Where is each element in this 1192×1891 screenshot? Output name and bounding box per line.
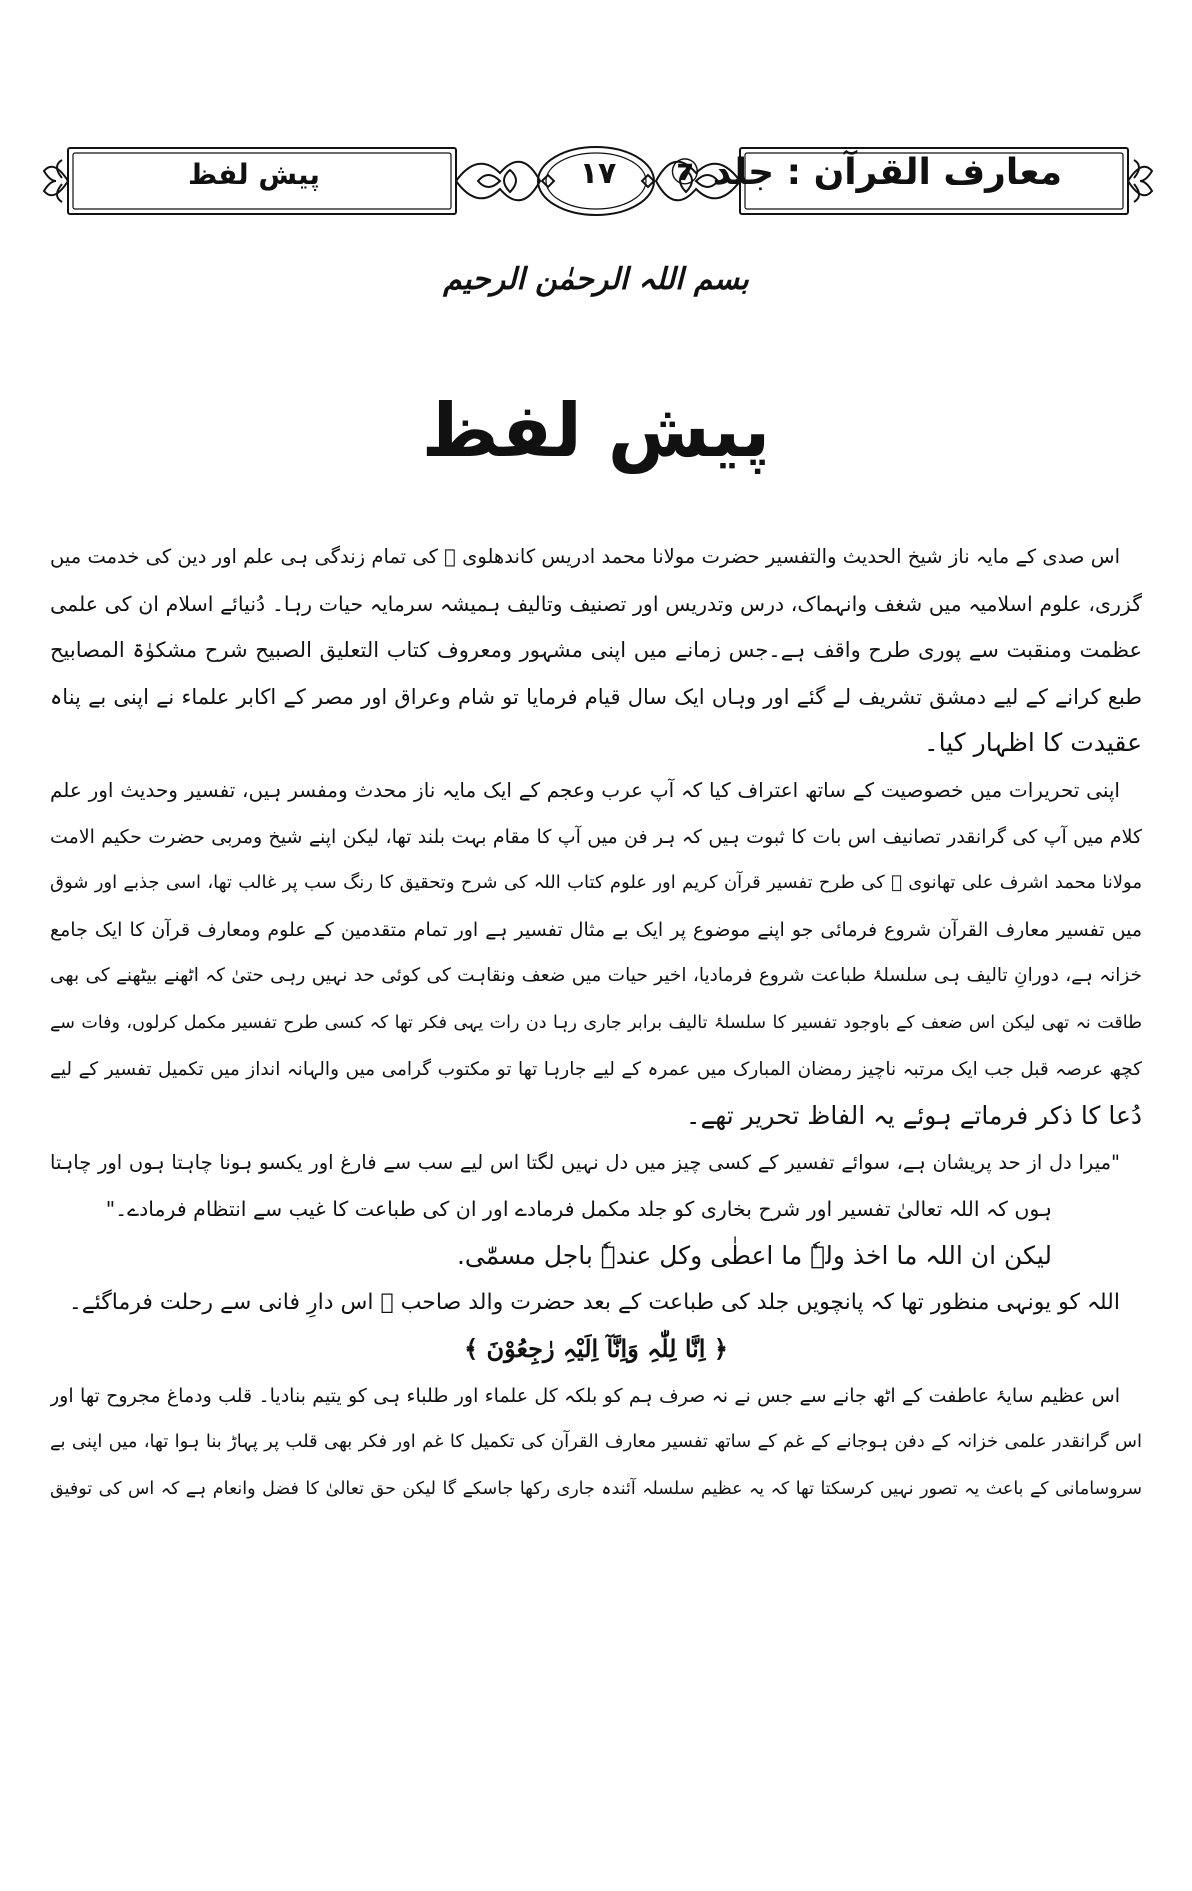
running-head-section-title: پیش لفظ bbox=[188, 158, 320, 191]
body-line: خزانہ ہے، دورانِ تالیف ہی سلسلۂ طباعت شروع فرمادیا، اخیر حیات میں ضعف ونقاہت کی کوئی حد نہیں رہی حتیٰ کہ اٹھنے بیٹھنے کی بھی bbox=[50, 965, 1142, 987]
body-line: اس عظیم سایۂ عاطفت کے اٹھ جانے سے جس نے نہ صرف ہم کو بلکہ کل علماء اور طلباء ہی کو یتیم بنادیا۔ قلب ودماغ مجروح تھا اور bbox=[50, 1384, 1120, 1407]
page-number: ١٧ bbox=[579, 156, 617, 191]
body-text bbox=[50, 534, 1142, 1512]
body-line: کچھ عرصہ قبل جب ایک مرتبہ ناچیز رمضان المبارک میں عمرہ کے لیے جارہا تھا تو مکتوب گرامی میں والہانہ انداز میں تکمیل تفسیر کے لیے bbox=[50, 1058, 1142, 1080]
body-line: عقیدت کا اظہار کیا۔ bbox=[923, 728, 1142, 758]
body-line: اس گرانقدر علمی خزانہ کے دفن ہوجانے کے غم کے ساتھ تفسیر معارف القرآن کی تکمیل کا غم اور فکر بھی قلب پر پہاڑ بنا ہوا تھا، میں اپنی بے bbox=[50, 1431, 1142, 1453]
body-line: طبع کرانے کے لیے دمشق تشریف لے گئے اور وہاں ایک سال قیام فرمایا تو شام وعراق اور مصر کے اکابر علماء نے اپنی بے پناہ bbox=[50, 684, 1142, 709]
body-line: اپنی تحریرات میں خصوصیت کے ساتھ اعتراف کیا کہ آپ عرب وعجم کے ایک مایہ ناز محدث ومفسر ہیں، تفسیر وحدیث اور علم bbox=[50, 777, 1120, 802]
page-header bbox=[38, 140, 1154, 224]
body-line: کلام میں آپ کی گرانقدر تصانیف اس بات کا ثبوت ہیں کہ ہر فن میں آپ کا مقام بہت بلند تھا، لیکن اپنے شیخ ومربی حضرت حکیم الامت bbox=[50, 825, 1142, 848]
body-line: دُعا کا ذکر فرماتے ہوئے یہ الفاظ تحریر تھے۔ bbox=[685, 1101, 1142, 1131]
body-line: گزری، علوم اسلامیہ میں شغف وانہماک، درس وتدریس اور تصنیف وتالیف ہمیشہ سرمایہ حیات رہا۔ دُنیائے اسلام ان کی علمی bbox=[50, 591, 1142, 616]
body-line: میں تفسیر معارف القرآن شروع فرمائی جو اپنے موضوع پر ایک بے مثال تفسیر ہے اور تمام متقدمین کے علوم ومعارف قرآن کا ایک جامع bbox=[50, 918, 1142, 941]
body-line: سروسامانی کے باعث یہ تصور نہیں کرسکتا تھا کہ یہ عظیم سلسلہ آئندہ جاری رکھا جاسکے گا لیکن حق تعالیٰ کا فضل وانعام ہے کہ اس کی توفیق bbox=[50, 1478, 1142, 1499]
bismillah-calligraphy: بسم اللہ الرحمٰن الرحیم bbox=[443, 262, 749, 297]
body-line: مولانا محمد اشرف علی تھانوی ﷫ کی طرح تفسیر قرآن کریم اور علوم کتاب اللہ کی شرح وتحقیق کا رنگ سب پر غالب تھا، اسی جذبے اور شوق bbox=[50, 872, 1142, 894]
quote-line: ہوں کہ اللہ تعالیٰ تفسیر اور شرح بخاری کو جلد مکمل فرمادے اور ان کی طباعت کا غیب سے انتظام فرمادے۔" bbox=[105, 1197, 1052, 1222]
body-line: عظمت ومنقبت سے پوری طرح واقف ہے۔جس زمانے میں اپنی مشہور ومعروف کتاب التعلیق الصبیح شرح مشکوٰۃ المصابیح bbox=[50, 638, 1142, 663]
quote-line: "میرا دل از حد پریشان ہے، سوائے تفسیر کے کسی چیز میں دل نہیں لگتا اس لیے سب سے فارغ اور یکسو ہونا چاہتا ہوں اور چاہتا bbox=[50, 1150, 1120, 1174]
body-line: طاقت نہ تھی لیکن اس ضعف کے باوجود تفسیر کا سلسلۂ تالیف برابر جاری رہا دن رات یہی فکر تھا کہ کسی طرح تفسیر مکمل کرلوں، وفات سے bbox=[50, 1012, 1142, 1033]
body-line: اس صدی کے مایہ ناز شیخ الحدیث والتفسیر حضرت مولانا محمد ادریس کاندھلوی ﷫ کی تمام زندگی ہی علم اور دین کی خدمت میں bbox=[50, 545, 1120, 568]
body-line: اللہ کو یونہی منظور تھا کہ پانچویں جلد کی طباعت کے بعد حضرت والد صاحب ﷫ اس دارِ فانی سے رحلت فرماگئے۔ bbox=[68, 1289, 1120, 1315]
quranic-verse: ﴿ اِنَّا لِلّٰہِ وَاِنَّآ اِلَیْہِ رٰجِعُوْنَ ﴾ bbox=[464, 1334, 728, 1364]
arabic-saying: لیکن ان اللہ ما اخذ ولہٗ ما اعطٰی وکل عندہٗ باجل مسمّٰی. bbox=[456, 1240, 1052, 1270]
running-head-book-title: معارف القرآن : جلد ⑦ bbox=[669, 152, 1062, 193]
chapter-title: پیش لفظ bbox=[421, 388, 771, 474]
